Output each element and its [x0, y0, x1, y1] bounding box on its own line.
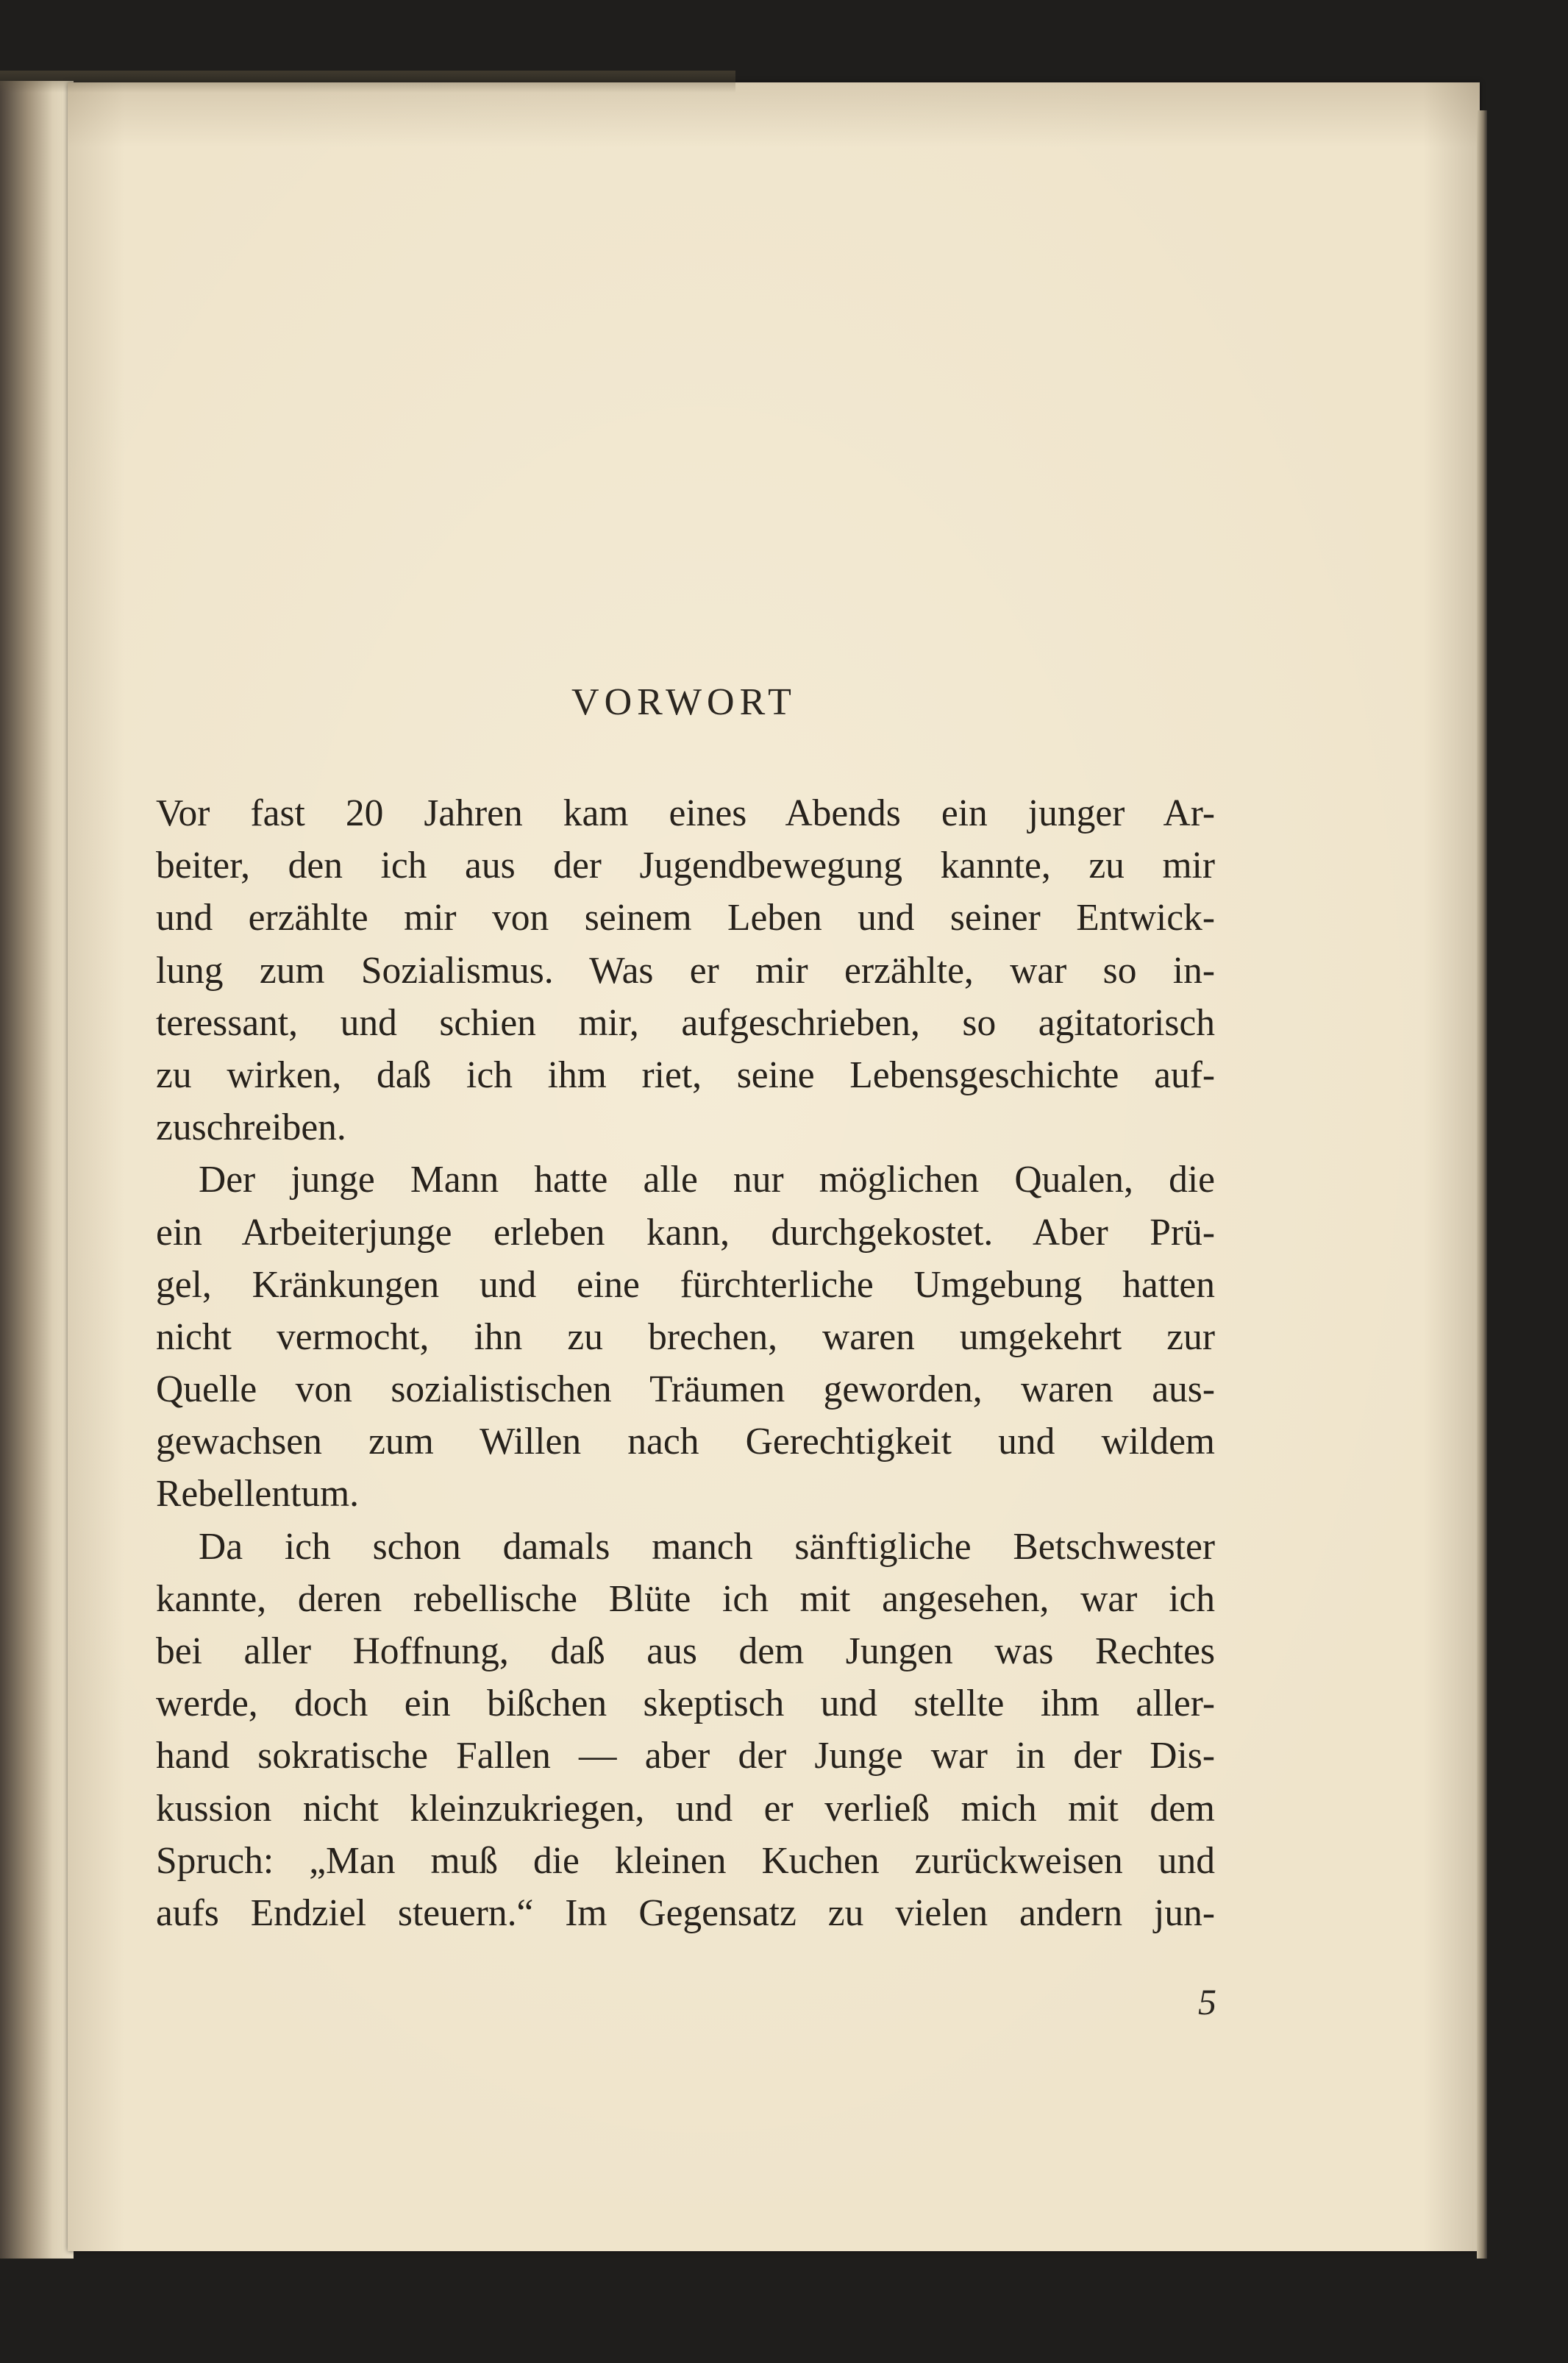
text-line: teressant, und schien mir, aufgeschrieben, so agitatorisch [156, 1001, 1215, 1044]
text-line: gel, Kränkungen und eine fürchterliche Umgebung hatten [156, 1263, 1215, 1306]
left-page-edge [0, 81, 74, 2259]
top-edge-wear [0, 71, 735, 93]
text-line: aufs Endziel steuern.“ Im Gegensatz zu vielen andern jun- [156, 1891, 1215, 1934]
chapter-heading: VORWORT [571, 681, 797, 723]
text-line: Der junge Mann hatte alle nur möglichen Qualen, die [199, 1159, 1215, 1201]
page-number: 5 [1198, 1981, 1216, 2022]
text-line: hand sokratische Fallen — aber der Junge war in der Dis- [156, 1735, 1215, 1777]
text-line: Spruch: „Man muß die kleinen Kuchen zurückweisen und [156, 1839, 1215, 1882]
text-line: werde, doch ein bißchen skeptisch und stellte ihm aller- [156, 1682, 1215, 1725]
text-line: Rebellentum. [156, 1473, 360, 1515]
text-line: Da ich schon damals manch sänftigliche Betschwester [199, 1525, 1215, 1568]
text-line: zuschreiben. [156, 1106, 346, 1149]
text-line: Quelle von sozialistischen Träumen geworden, waren aus- [156, 1368, 1215, 1411]
text-line: Vor fast 20 Jahren kam eines Abends ein junger Ar- [156, 792, 1215, 834]
text-line: und erzählte mir von seinem Leben und seiner Entwick- [156, 897, 1215, 939]
text-line: beiter, den ich aus der Jugendbewegung kannte, zu mir [156, 845, 1215, 887]
text-line: bei aller Hoffnung, daß aus dem Jungen was Rechtes [156, 1630, 1215, 1672]
text-line: nicht vermocht, ihn zu brechen, waren umgekehrt zur [156, 1315, 1215, 1358]
body-text [156, 787, 1215, 1939]
text-line: gewachsen zum Willen nach Gerechtigkeit und wildem [156, 1421, 1215, 1463]
text-line: ein Arbeiterjunge erleben kann, durchgekostet. Aber Prü- [156, 1211, 1215, 1254]
text-line: kussion nicht kleinzukriegen, und er verließ mich mit dem [156, 1787, 1215, 1830]
text-line: zu wirken, daß ich ihm riet, seine Lebensgeschichte auf- [156, 1053, 1215, 1096]
text-line: lung zum Sozialismus. Was er mir erzählte, war so in- [156, 949, 1215, 992]
page-right-edge [1477, 110, 1487, 2259]
text-line: kannte, deren rebellische Blüte ich mit angesehen, war ich [156, 1577, 1215, 1620]
